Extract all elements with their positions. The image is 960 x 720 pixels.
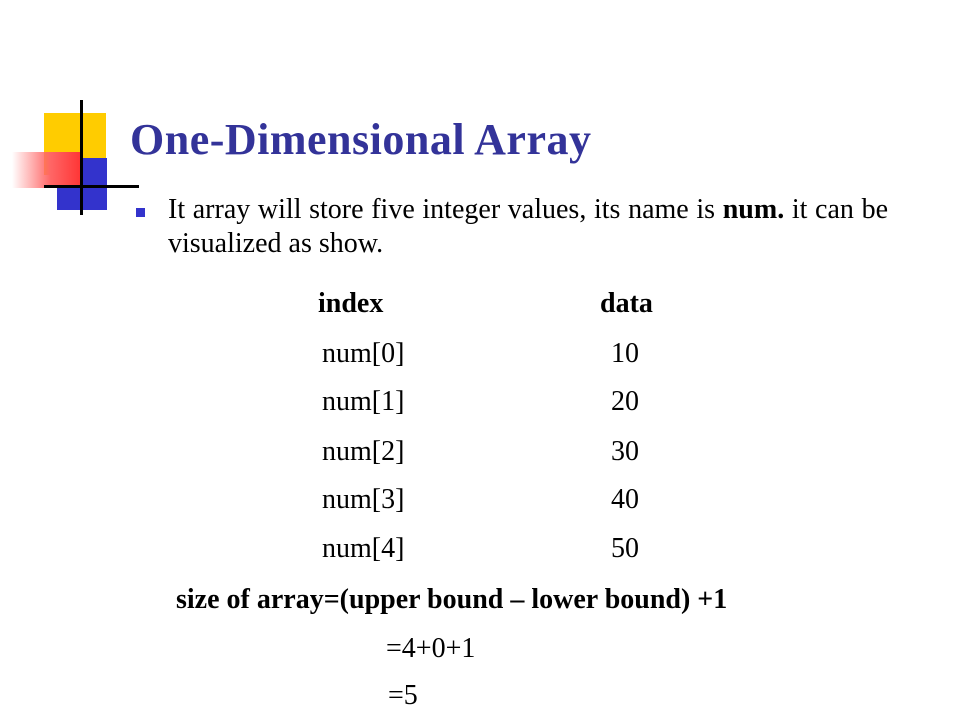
table-header-index: index (318, 288, 384, 319)
bullet-bold-word: num. (722, 194, 785, 225)
calculation-result: =5 (388, 680, 418, 711)
table-cell-index: num[4] (322, 533, 405, 564)
table-cell-index: num[0] (322, 338, 405, 369)
table-cell-index: num[3] (322, 484, 405, 515)
vertical-line-shape (80, 100, 83, 215)
red-bar-shape (12, 152, 82, 188)
slide-logo-decoration (0, 0, 140, 230)
bullet-text-before: It array will store five integer values, its name is (168, 194, 716, 225)
table-cell-index: num[2] (322, 436, 405, 467)
bullet-text (168, 193, 888, 261)
table-cell-data: 10 (611, 338, 639, 369)
bullet-square-icon (136, 208, 145, 217)
table-cell-data: 40 (611, 484, 639, 515)
array-size-formula: size of array=(upper bound – lower bound) +1 (176, 584, 728, 615)
table-header-data: data (600, 288, 653, 319)
table-cell-data: 30 (611, 436, 639, 467)
bullet-text-after: it can be visualized as show. (168, 194, 888, 259)
table-cell-data: 50 (611, 533, 639, 564)
table-cell-data: 20 (611, 386, 639, 417)
slide-title: One-Dimensional Array (130, 115, 592, 164)
horizontal-line-shape (44, 185, 139, 188)
calculation-line: =4+0+1 (386, 633, 476, 664)
table-cell-index: num[1] (322, 386, 405, 417)
